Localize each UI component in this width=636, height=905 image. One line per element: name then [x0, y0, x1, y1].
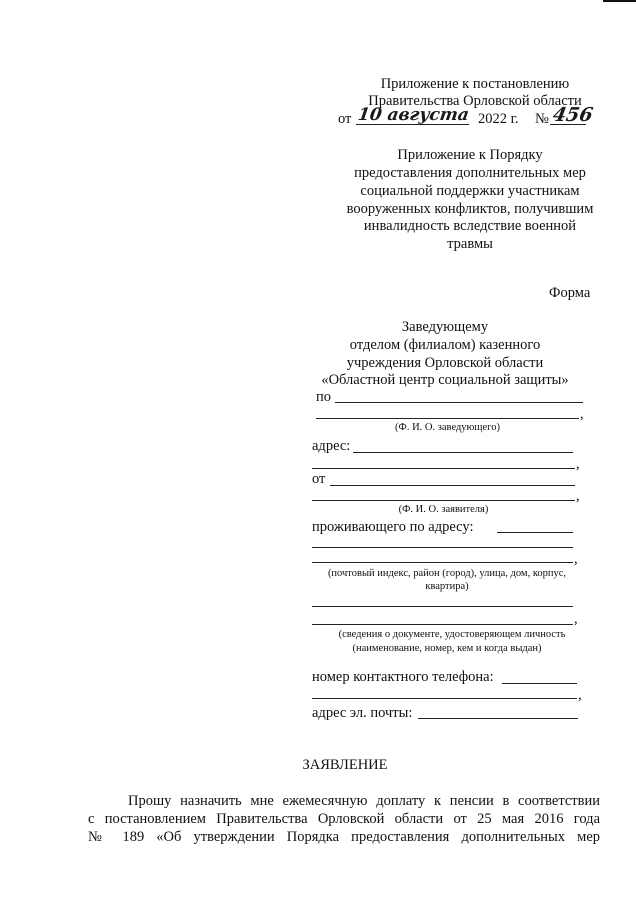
order-appendix-line-6: травмы: [447, 236, 493, 252]
number-underline: [550, 124, 586, 125]
appendix-year: 2022 г.: [478, 111, 519, 127]
statement-paragraph-line-1: Прошу назначить мне ежемесячную доплату к пенсии в соответствии: [128, 793, 600, 809]
address-field-1[interactable]: [353, 452, 573, 453]
id-document-comma: ,: [574, 611, 578, 627]
id-document-field-1[interactable]: [312, 606, 573, 607]
appendix-line-2: Правительства Орловской области: [368, 93, 582, 109]
applicant-name-comma: ,: [576, 488, 580, 504]
phone-label: номер контактного телефона:: [312, 669, 494, 685]
head-fio-caption: (Ф. И. О. заведующего): [395, 422, 500, 433]
from-label: от: [312, 471, 326, 487]
appendix-number-sign: №: [535, 111, 549, 127]
form-label: Форма: [549, 285, 591, 301]
statement-paragraph-line-3: № 189 «Об утверждении Порядка предоставления дополнительных мер: [88, 829, 600, 845]
applicant-name-field-1[interactable]: [330, 485, 575, 486]
order-appendix-line-4: вооруженных конфликтов, получившим: [346, 201, 594, 217]
addressee-line-2: отделом (филиалом) казенного: [349, 337, 541, 353]
id-document-field-2[interactable]: [312, 624, 573, 625]
order-appendix-line-3: социальной поддержки участникам: [360, 183, 580, 199]
phone-field-1[interactable]: [502, 683, 577, 684]
applicant-fio-caption: (Ф. И. О. заявителя): [398, 504, 489, 515]
appendix-line-1: Приложение к постановлению: [380, 76, 570, 92]
addressee-line-3: учреждения Орловской области: [346, 355, 544, 371]
phone-comma: ,: [578, 687, 582, 703]
handwritten-number: 456: [551, 104, 595, 126]
statement-title: ЗАЯВЛЕНИЕ: [302, 757, 388, 773]
phone-field-2[interactable]: [312, 698, 577, 699]
addressee-line-1: Заведующему: [401, 319, 489, 335]
head-name-comma: ,: [580, 406, 584, 422]
scan-edge-mark: [603, 0, 636, 2]
id-caption-line-1: (сведения о документе, удостоверяющем личность: [338, 629, 566, 640]
applicant-name-field-2[interactable]: [312, 500, 575, 501]
residence-comma: ,: [574, 551, 578, 567]
residence-field-3[interactable]: [312, 562, 573, 563]
residing-label: проживающего по адресу:: [312, 519, 474, 535]
address-field-2[interactable]: [312, 468, 575, 469]
postal-caption-line-1: (почтовый индекс, район (город), улица, дом, корпус,: [327, 568, 567, 579]
statement-paragraph-line-2: с постановлением Правительства Орловской области от 25 мая 2016 года: [88, 811, 600, 827]
address-label: адрес:: [312, 438, 351, 454]
address-comma: ,: [576, 456, 580, 472]
residence-field-2[interactable]: [312, 547, 573, 548]
postal-caption-line-2: квартира): [425, 581, 469, 592]
addressee-line-4: «Областной центр социальной защиты»: [321, 372, 569, 388]
head-name-field-1[interactable]: [335, 402, 583, 403]
po-label: по: [316, 389, 332, 405]
email-label: адрес эл. почты:: [312, 705, 413, 721]
residence-field-1[interactable]: [497, 532, 573, 533]
order-appendix-line-2: предоставления дополнительных мер: [354, 165, 586, 181]
order-appendix-line-5: инвалидность вследствие военной: [363, 218, 577, 234]
id-caption-line-2: (наименование, номер, кем и когда выдан): [352, 643, 542, 654]
handwritten-date: 10 августа: [356, 105, 471, 125]
order-appendix-line-1: Приложение к Порядку: [397, 147, 543, 163]
email-field[interactable]: [418, 718, 578, 719]
head-name-field-2[interactable]: [316, 418, 579, 419]
date-underline: [356, 124, 469, 125]
appendix-from-label: от: [338, 111, 352, 127]
